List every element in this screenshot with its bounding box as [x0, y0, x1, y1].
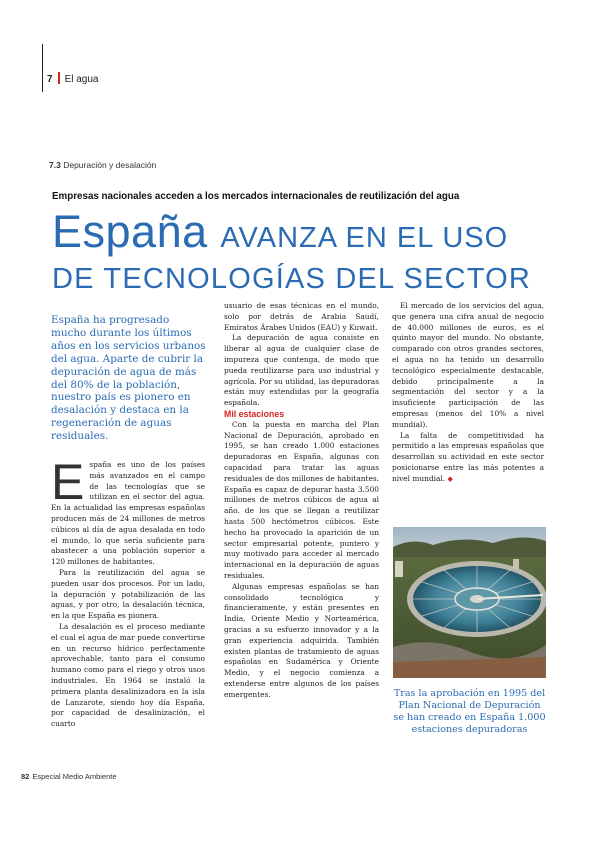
chapter-number: 7: [47, 74, 53, 85]
article-lead: España ha progresado mucho durante los últimos años en los servicios urbanos del agua. Aparte de cubrir la depuración de agua de más del 80% de la población, nuestro país es pionero en desalación y destaca en la regeneración de aguas residuales.: [51, 314, 206, 443]
paragraph: Para la reutilización del agua se pueden usar dos procesos. Por un lado, la depuración y potabilización de las aguas, y por otro, la desalación técnica, en la que España es pionera.: [51, 567, 205, 621]
paragraph: La falta de competitividad ha permitido a las empresas españolas que desarrollan su actividad en este sector posicionarse entre las más potentes a nivel mundial. ◆: [392, 430, 544, 483]
column-2: [224, 301, 379, 700]
paragraph: El mercado de los servicios del agua, que genera una cifra anual de negocio de 40.000 millones de euros, es el quinto mayor del mundo. No obstante, comparado con otros grandes sectores, el agua no ha tenido un desarrollo tecnológico especialmente destacable, debido principalmente a la segmentación del sector y a la insuficiente participación de las empresas (menos del 10% a nivel mundial).: [392, 301, 544, 429]
section-label: [49, 160, 156, 170]
page-number: 82: [21, 772, 30, 781]
treatment-plant-photo: [393, 527, 546, 678]
headline-line-1: AVANZA EN EL USO: [220, 222, 509, 254]
subhead: Mil estaciones: [224, 408, 285, 419]
paragraph: Con la puesta en marcha del Plan Nacional de Depuración, aprobado en 1995, se han creado 1.000 estaciones depuradoras en España, algunas con capacidad para tratar las aguas residuales de dos millones de habitantes. España es capaz de depurar hasta 3.500 millones de metros cúbicos de agua al año. de los que se llegan a reutilizar hasta 500 hectómetros cúbicos. Este hecho ha provocado la aparición de un sector empresarial potente, puntero y muy motivado para acceder al mercado internacional en la depuración de aguas residuales.: [224, 419, 379, 580]
chapter-header: [47, 72, 98, 85]
column-1: [51, 454, 205, 730]
treatment-plant-illustration: [393, 527, 546, 678]
header-vertical-rule: [42, 44, 43, 92]
section-number: 7.3: [49, 160, 61, 170]
paragraph: Algunas empresas españolas se han consolidado tecnológica y financieramente, y están presentes en India, Oriente Medio y Norteamérica, gracias a su esfuerzo innovador y a la gran experiencia adquirida. También existen plantas de tratamiento de aguas españolas en Sudamérica y Oriente Medio, y el negocio comienza a extenderse entre algunos de los países emergentes.: [224, 581, 379, 699]
column-3: [392, 301, 544, 485]
chapter-title: El agua: [64, 74, 99, 85]
photo-caption: Tras la aprobación en 1995 del Plan Nacional de Depuración se han creado en España 1.000 estaciones depuradoras: [393, 688, 546, 735]
chapter-divider: [58, 72, 60, 84]
headline-word: España: [52, 206, 208, 257]
headline-line-2: DE TECNOLOGÍAS DEL SECTOR: [52, 263, 532, 295]
publication-name: Especial Medio Ambiente: [32, 772, 117, 781]
section-title: Depuración y desalación: [63, 160, 157, 170]
paragraph: La depuración de agua consiste en liberar al agua de cualquier clase de impureza que contenga, de modo que pueda reutilizarse para uso industrial y agrícola. Por su utilidad, las depuradoras están muy extendidas por la geografía española.: [224, 333, 379, 408]
dropcap: E: [51, 454, 85, 510]
paragraph: usuario de esas técnicas en el mundo, solo por detrás de Arabia Saudí, Emiratos Árabes Unidos (EAU) y Kuwait.: [224, 301, 379, 332]
end-mark-icon: ◆: [447, 474, 453, 483]
article-kicker: Empresas nacionales acceden a los mercados internacionales de reutilización del agua: [52, 191, 460, 202]
paragraph: La desalación es el proceso mediante el cual el agua de mar puede convertirse en un recurso hídrico perfectamente aprovechable, tanto para el consumo humano como para el riego y otros usos industriales. En 1964 se instaló la primera planta desalinizadora en la isla de Lanzarote, siendo hoy día España, por capacidad de desalinización, el cuarto: [51, 621, 205, 729]
page-footer: [21, 772, 117, 781]
paragraph: España es uno de los países más avanzados en el campo de las tecnologías que se utilizan en el sector del agua. En la actualidad las empresas españolas producen más de 24 millones de metros cúbicos al día de agua desalada en todo el mundo, lo que sería suficiente para abastecer a una población superior a 120 millones de habitantes.: [51, 454, 205, 567]
article-headline: [52, 208, 552, 296]
